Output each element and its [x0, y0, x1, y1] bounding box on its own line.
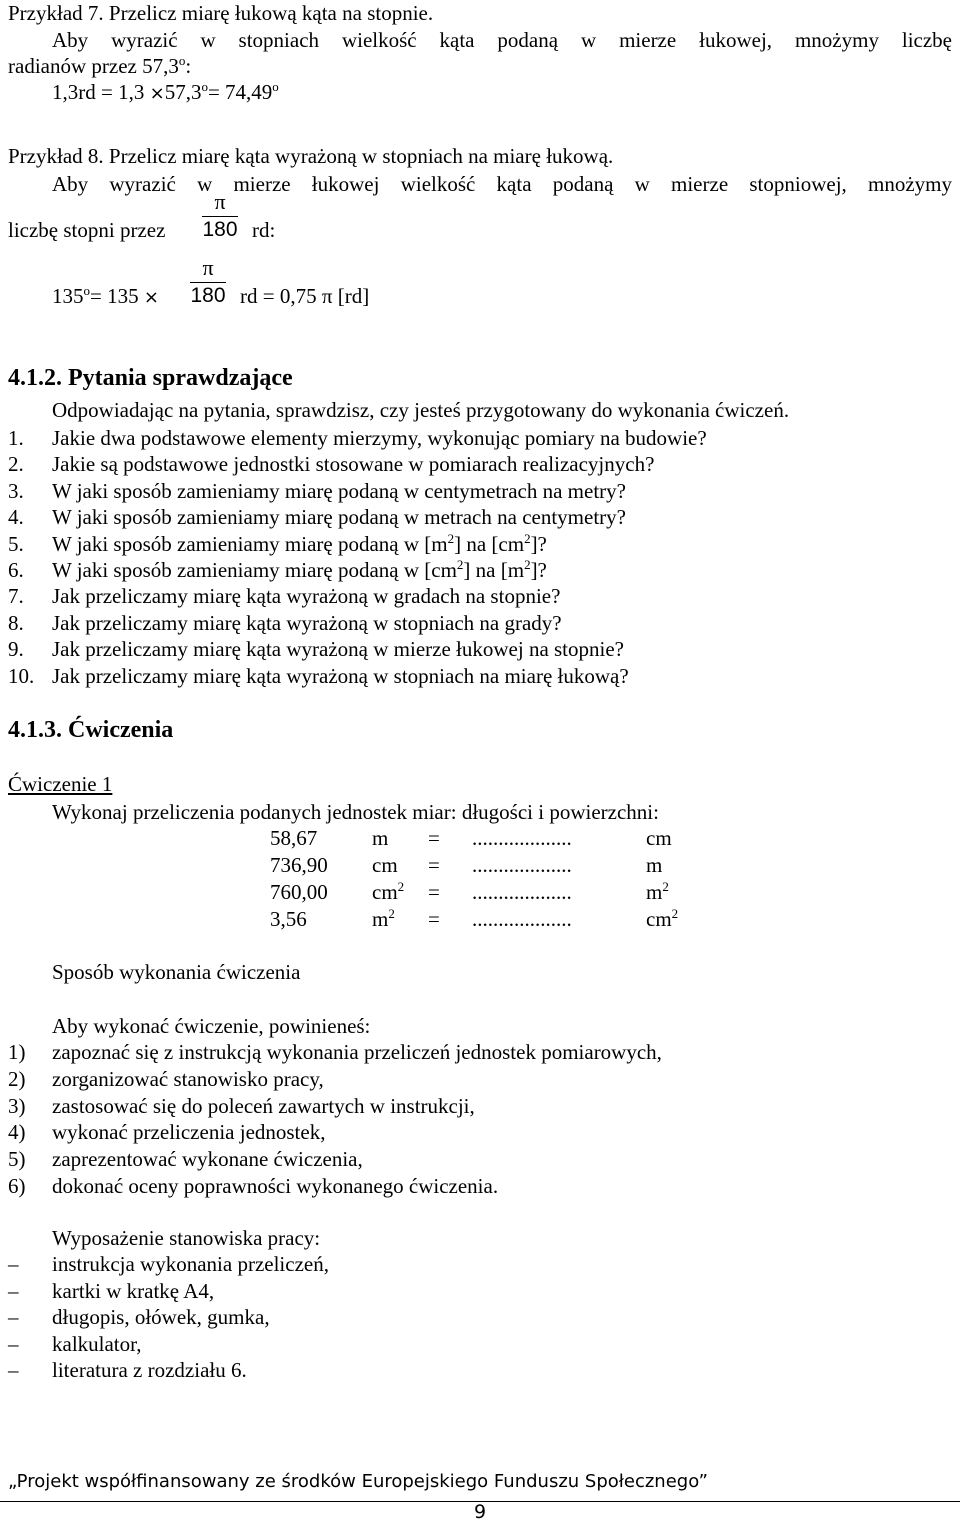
example-8-title: Przykład 8. Przelicz miarę kąta wyrażoną w stopniach na miarę łukową.	[8, 144, 614, 168]
example-7-line-2: radianów przez 57,3$^o$:	[8, 53, 192, 78]
equipment-item: kartki w kratkę A4,	[52, 1278, 215, 1303]
section-heading-exercises: 4.1.3. Ćwiczenia	[8, 717, 174, 743]
example-8-line-1: Aby wyrazić w mierze łukowej wielkość kąta podaną w mierze stopniowej, mnożymy	[52, 172, 952, 196]
equipment-title: Wyposażenie stanowiska pracy:	[52, 1226, 321, 1250]
equipment-item: literatura z rozdziału 6.	[52, 1358, 247, 1382]
question-number: 2.	[8, 452, 24, 477]
step-number: 4)	[8, 1120, 26, 1145]
step-number: 2)	[8, 1066, 26, 1091]
question-text: Jak przeliczamy miarę kąta wyrażoną w stopniach na miarę łukową?	[52, 663, 629, 688]
pi-numerator: π	[202, 255, 214, 280]
question-number: 4.	[8, 505, 24, 530]
dash-bullet-icon: –	[8, 1252, 19, 1276]
target-unit: $m^2$	[646, 879, 669, 904]
question-text: Jak przeliczamy miarę kąta wyrażoną w gradach na stopnie?	[52, 584, 561, 609]
fraction-denominator: 180	[190, 284, 226, 307]
fraction-bar	[202, 216, 238, 217]
dash-bullet-icon: –	[8, 1331, 19, 1356]
conversion-unit: m	[372, 826, 389, 850]
target-unit: m	[646, 853, 663, 877]
question-text: W jaki sposób zamieniamy miarę podaną w metrach na centymetry?	[52, 505, 626, 530]
section-heading-questions: 4.1.2. Pytania sprawdzające	[8, 365, 293, 391]
question-text: W jaki sposób zamieniamy miarę podaną w $[cm^2]$ na $[m^2]$?	[52, 557, 547, 582]
example-7-equation: $1,3rd = 1,3 \times 57,3^o= 74,49^o$	[52, 79, 279, 104]
target-unit: cm	[646, 826, 672, 850]
conversion-value: 760,00	[270, 880, 328, 904]
method-title: Sposób wykonania ćwiczenia	[52, 960, 301, 984]
page-number: 9	[473, 1501, 487, 1523]
dash-bullet-icon: –	[8, 1305, 19, 1329]
question-text: Jakie są podstawowe jednostki stosowane w pomiarach realizacyjnych?	[52, 452, 655, 477]
equals-sign: =	[428, 907, 440, 931]
question-number: 6.	[8, 558, 24, 582]
example-8-equation-left: $135^o= 135$ ×	[52, 283, 159, 308]
equipment-item: instrukcja wykonania przeliczeń,	[52, 1252, 329, 1276]
fraction-denominator: 180	[202, 218, 238, 241]
example-8-rd: rd:	[252, 218, 276, 242]
footer-text: „Projekt współfinansowany ze środków Europejskiego Funduszu Społecznego”	[8, 1471, 708, 1492]
equals-sign: =	[428, 880, 440, 904]
pi-numerator: π	[214, 189, 226, 214]
target-unit: $cm^2$	[646, 906, 679, 931]
times-sign-icon: ×	[149, 83, 165, 104]
pi-over-180-fraction	[198, 190, 242, 246]
step-text: zastosować się do poleceń zawartych w instrukcji,	[52, 1093, 475, 1118]
step-number: 6)	[8, 1174, 26, 1198]
step-number: 1)	[8, 1040, 26, 1064]
step-number: 3)	[8, 1093, 26, 1118]
equipment-item: długopis, ołówek, gumka,	[52, 1305, 270, 1329]
answer-blank: ...................	[472, 853, 572, 877]
conversion-value: 58,67	[270, 826, 318, 850]
question-text: W jaki sposób zamieniamy miarę podaną w $[m^2]$ na $[cm^2]$?	[52, 530, 547, 556]
question-text: Jak przeliczamy miarę kąta wyrażoną w mierze łukowej na stopnie?	[52, 637, 624, 662]
example-8-line-2: liczbę stopni przez	[8, 218, 166, 242]
question-number: 5.	[8, 531, 24, 556]
questions-intro: Odpowiadając na pytania, sprawdzisz, czy jesteś przygotowany do wykonania ćwiczeń.	[52, 398, 790, 422]
equipment-item: kalkulator,	[52, 1331, 142, 1356]
pi-over-180-fraction-2	[186, 256, 230, 312]
exercise-title: Ćwiczenie 1	[8, 772, 113, 796]
equals-sign: =	[428, 826, 440, 850]
conversion-unit: $cm^2$	[372, 879, 405, 904]
dash-bullet-icon: –	[8, 1358, 19, 1382]
dash-bullet-icon: –	[8, 1278, 19, 1303]
times-sign-icon: ×	[143, 287, 159, 308]
question-text: Jakie dwa podstawowe elementy mierzymy, wykonując pomiary na budowie?	[52, 426, 707, 450]
question-text: W jaki sposób zamieniamy miarę podaną w centymetrach na metry?	[52, 478, 626, 503]
exercise-instruction: Wykonaj przeliczenia podanych jednostek miar: długości i powierzchni:	[52, 800, 659, 824]
question-number: 9.	[8, 637, 24, 662]
step-text: wykonać przeliczenia jednostek,	[52, 1120, 326, 1145]
steps-intro: Aby wykonać ćwiczenie, powinieneś:	[52, 1014, 371, 1038]
conversion-value: 736,90	[270, 853, 328, 877]
answer-blank: ...................	[472, 826, 572, 850]
example-7-title: Przykład 7. Przelicz miarę łukową kąta na stopnie.	[8, 1, 434, 25]
answer-blank: ...................	[472, 880, 572, 904]
step-text: zapoznać się z instrukcją wykonania przeliczeń jednostek pomiarowych,	[52, 1040, 662, 1064]
conversion-value: 3,56	[270, 907, 307, 931]
step-text: zaprezentować wykonane ćwiczenia,	[52, 1147, 363, 1172]
answer-blank: ...................	[472, 907, 572, 931]
question-number: 10.	[8, 663, 35, 688]
fraction-bar	[190, 282, 226, 283]
example-8-equation-right: rd = 0,75 π [rd]	[240, 284, 370, 308]
question-number: 1.	[8, 426, 24, 450]
question-number: 8.	[8, 610, 24, 635]
conversion-unit: cm	[372, 853, 398, 877]
question-number: 3.	[8, 478, 24, 503]
conversion-unit: $m^2$	[372, 906, 395, 931]
example-7-line-1: Aby wyrazić w stopniach wielkość kąta podaną w mierze łukowej, mnożymy liczbę	[52, 28, 952, 52]
equals-sign: =	[428, 853, 440, 877]
question-text: Jak przeliczamy miarę kąta wyrażoną w stopniach na grady?	[52, 610, 562, 635]
step-text: zorganizować stanowisko pracy,	[52, 1066, 324, 1091]
step-text: dokonać oceny poprawności wykonanego ćwiczenia.	[52, 1174, 499, 1198]
question-number: 7.	[8, 584, 24, 609]
step-number: 5)	[8, 1147, 26, 1172]
